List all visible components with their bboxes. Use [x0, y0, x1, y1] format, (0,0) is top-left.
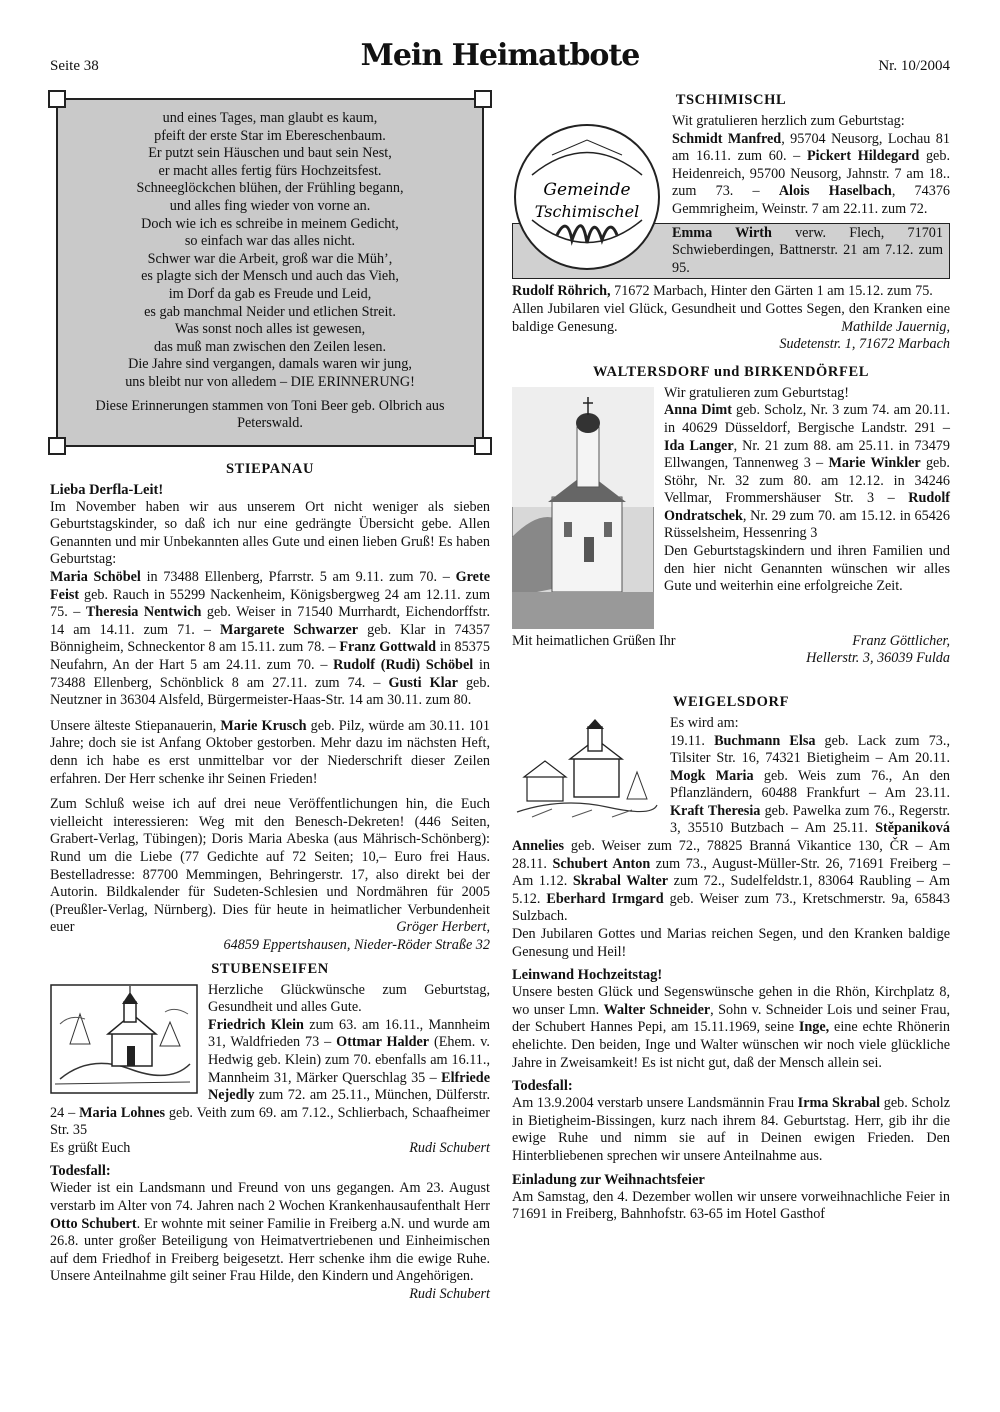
waltersdorf-signature: Hellerstr. 3, 36039 Fulda — [806, 650, 950, 667]
section-heading-waltersdorf: WALTERSDORF und BIRKENDÖRFEL — [593, 363, 869, 380]
left-column — [50, 92, 490, 1304]
poem-line: Die Jahre sind vergangen, damals waren wir jung, — [128, 356, 412, 373]
tschimischl-wishes: Allen Jubilaren viel Glück, Gesundheit und Gottes Segen, den Kranken eine baldige Genesung. Mathilde Jauernig, — [512, 300, 950, 335]
person-name: Franz Gottwald — [339, 639, 437, 656]
person-details: in 85375 Neufahrn, An der Hart 5 am 24.11. zum 70. – — [50, 639, 490, 674]
corner-ornament — [474, 437, 492, 455]
poem-line: Was sonst noch alles ist gewesen, — [174, 321, 366, 338]
stiepanau-birthdays — [50, 569, 490, 710]
church-drawing — [50, 984, 198, 1094]
poem-line: Er putzt sein Häuschen und baut sein Nest, — [148, 145, 392, 162]
person-details: geb. Weiser zum 72., 78825 Branná Vikantice 130, ČR – Am 28.11. — [512, 838, 950, 872]
person-name: Stěpaniková Annelies — [512, 820, 950, 855]
person-details: 19.11. — [670, 732, 715, 749]
stiepanau-intro: Im November haben wir aus unserem Ort nicht weniger als sieben Geburtstagskinder, so daß ich nur eine gedrängte Übersicht gebe. Allen Genannten und mir Unbekannten alles Gute und einen lieben Gruß! Es haben Geburtstag: — [50, 498, 490, 568]
person-details: , 74376 Gemmrigheim, Weinstr. 7 am 22.11. zum 72. — [672, 183, 951, 217]
emblem-text-tschimischel: Tschimischel — [534, 202, 640, 221]
section-heading-tschimischl: TSCHIMISCHL — [675, 92, 787, 108]
poem-line: Schwer war die Arbeit, groß war die Müh’, — [147, 250, 393, 267]
person-name: Skrabal Walter — [572, 873, 669, 890]
gemeinde-emblem — [512, 115, 662, 275]
einladung-heading: Einladung zur Weihnachtsfeier — [512, 1171, 705, 1188]
person-name: Grete Feist — [50, 569, 490, 603]
person-details: , Nr. 29 zum 70. am 15.12. in 65426 Rüsselsheim, Hessenring 3 — [664, 507, 950, 542]
person-name: Pickert Hildegard — [806, 148, 920, 165]
person-name: Rudolf (Rudi) Schöbel — [333, 657, 474, 674]
poem-box — [56, 98, 484, 447]
person-details: geb. Weis zum 76., An den Pflanzländern, 60488 Frankfurt – Am 23.11. — [670, 767, 950, 802]
person-name: Mogk Maria — [670, 767, 754, 784]
person-name: Theresia Nentwich — [85, 604, 202, 621]
person-name: Ottmar Halder — [336, 1034, 430, 1051]
weigelsdorf-block — [512, 715, 950, 926]
leinwand-text: Unsere besten Glück und Segenswünsche gehen in die Rhön, Kirchplatz 8, wo unser Lmn. Walter Schneider, Sohn v. Schneider Lois und seiner Frau, der Schubert Hannes Pepi, am 15.11.1969, seine Inge, eine echte Rhönerin ehelichte. Den beiden, Inge und Walter wünschen wir noch viele glückliche Jahre in Zweisamkeit! Es ist nicht gut, daß der Mensch allein sei. — [512, 984, 950, 1071]
poem-line: es plagte sich der Mensch und auch das Vieh, — [141, 268, 399, 285]
person-details: in 73488 Ellenberg, Pfarrstr. 5 am 9.11. zum 70. – — [140, 569, 456, 586]
person-details: geb. Neutzner in 36304 Alsfeld, Bürgermeister-Haas-Str. 14 am 30.11. zum 80. — [50, 674, 490, 709]
issue-number: Nr. 10/2004 — [878, 58, 950, 74]
poem-line: pfeift der erste Star im Ebereschenbaum. — [154, 127, 386, 144]
person-details: geb. Rauch in 55299 Nackenheim, Königsbergweg 24 am 12.11. zum 75. – — [50, 586, 490, 621]
todesfall-heading-right: Todesfall: — [512, 1078, 573, 1095]
waltersdorf-intro: Wir gratulieren zum Geburtstag! — [664, 384, 849, 401]
tschimischl-rudolf: Rudolf Röhrich, 71672 Marbach, Hinter den Gärten 1 am 15.12. zum 75. — [512, 283, 933, 300]
poem-line: und alles fing wieder von vorne an. — [169, 197, 371, 214]
person-details: geb. Weiser zum 73., Kretschmerstr. 9a, 65843 Sulzbach. — [512, 890, 950, 925]
person-details: , Nr. 21 zum 88. am 25.11. in 73479 Ellwangen, Tannenweg 3 – — [664, 437, 950, 472]
poem-line: es gab manchmal Neider und etlichen Streit. — [144, 303, 396, 320]
einladung-text: Am Samstag, den 4. Dezember wollen wir unsere vorweihnachliche Feier in 71691 in Freiberg, Bahnhofstr. 63-65 im Hotel Gasthof — [512, 1188, 950, 1223]
person-name: Schubert Anton — [552, 855, 651, 872]
person-name: Buchmann Elsa — [714, 732, 816, 749]
section-heading-stiepanau: STIEPANAU — [225, 460, 315, 477]
person-name: Maria Lohnes — [79, 1104, 166, 1121]
section-heading-weigelsdorf: WEIGELSDORF — [672, 693, 790, 710]
poem-line: so einfach war das alles nicht. — [184, 233, 356, 250]
poem-line: Schneeglöckchen blühen, der Frühling begann, — [136, 180, 404, 197]
todesfall-text-right: Am 13.9.2004 verstarb unsere Landsmännin Frau Irma Skrabal geb. Scholz in Bietigheim-Bissingen, kurz nach ihrem 84. Geburtstag. Herr, gib ihr die ewige Ruhe und nimm sie auf in Deinen ewigen Frieden. Den Hinterbliebenen sprechen wir unsere Anteilnahme aus. — [512, 1095, 950, 1164]
person-name: Marie Winkler — [828, 455, 921, 472]
person-details: geb. Weiser in 71540 Murrhardt, Eichendorffstr. 14 am 14.11. zum 71. – — [50, 604, 491, 638]
leinwand-heading: Leinwand Hochzeitstag! — [512, 967, 663, 984]
tschimischl-block — [512, 113, 950, 283]
stubenseifen-intro: Herzliche Glückwünsche zum Geburtstag, Gesundheit und alles Gute. — [208, 981, 490, 1016]
publication-title: Mein Heimatbote — [360, 38, 640, 73]
person-details: geb. Lack zum 73., Tilsiter Str. 16, 74321 Bietigheim – Am 20.11. — [670, 732, 950, 767]
stiepanau-publications: Zum Schluß weise ich auf drei neue Veröffentlichungen hin, die Euch vielleicht interessieren: Weg mit den Benesch-Dekreten! (446 Seiten, Grabert-Verlag, Tübingen); Doris Maria Abeska (aus Mährisch-Schönberg): Rund um die Liebe (77 Gedichte auf 72 Seiten; 10,– Euro frei Haus. Bestelladresse: 87700 Memmingen, Behringerstr. 17, also direkt bei der Autorin. Bildkalender für Sudeten-Schlesien und Nordmähren für 2005 (Preußler-Verlag, Nürnberg). Dies für heute in heimatlicher Verbundenheit euer Gröger Herbert, — [50, 796, 490, 936]
stiepanau-oldest: Unsere älteste Stiepanauerin, Marie Krusch geb. Pilz, würde am 30.11. 101 Jahre; doch sie ist Anfang Oktober gestorben. Mehr dazu im nächsten Heft, denn ich habe es erst unmittelbar vor der Niederschrift dieser Zeilen erfahren. Der Herr schenke ihr Seinen Frieden! — [50, 717, 490, 787]
person-details: in 73488 Ellenberg, Schönblick 8 am 27.11. zum 74. – — [50, 657, 490, 691]
person-details: geb. Veith zum 69. am 7.12., Schlierbach, Schaafheimer Str. 35 — [50, 1104, 490, 1139]
church-photo — [512, 387, 654, 629]
person-name: Elfriede Nejedly — [208, 1069, 490, 1104]
person-details: geb. Scholz, Nr. 3 zum 74. am 20.11. in 40629 Düsseldorf, Bergische Landstr. 291 – — [664, 402, 950, 436]
person-details: , 95704 Neusorg, Lochau 81 am 16.11. zum 60. – — [672, 130, 950, 165]
greeting: Lieba Derfla-Leit! — [50, 481, 164, 498]
highlight-box-emma-wirth: Emma Wirth verw. Flech, 71701 Schwieberdingen, Battnerstr. 21 am 7.12. zum 95. — [512, 223, 950, 280]
person-name: Friedrich Klein — [208, 1016, 304, 1033]
person-name: Kraft Theresia — [670, 802, 761, 819]
tschimischl-signature: Sudetenstr. 1, 71672 Marbach — [779, 336, 950, 353]
poem-line: Doch wie ich es schreibe in meinem Gedicht, — [141, 215, 399, 232]
waltersdorf-wishes: Den Geburtstagskindern und ihren Familien und den hier nicht Genannten wünschen wir alles Gute und weiterhin eine erfolgreiche Zeit. — [664, 543, 950, 595]
corner-ornament — [48, 437, 66, 455]
person-details: zum 73., August-Müller-Str. 26, 71691 Freiberg – Am 1.12. — [512, 855, 950, 890]
poem-line: im Dorf da gab es Freude und Leid, — [168, 285, 372, 302]
person-details: (Ehem. v. Hedwig geb. Klein) zum 70. ebenfalls am 16.11., Mannheim 31, Märker Querschlag 35 – — [208, 1034, 490, 1086]
village-church-drawing — [512, 717, 660, 822]
person-details: geb. Klar in 74357 Bönnigheim, Schneckentor 8 am 15.11. zum 78. – — [50, 621, 491, 656]
weigelsdorf-intro: Es wird am: — [670, 714, 739, 731]
person-details: zum 63. am 16.11., Mannheim 31, Waldfrieden 73 – — [208, 1016, 490, 1051]
person-details: zum 72., Sudelfeldstr.1, 83064 Raubling – Am 5.12. — [512, 873, 950, 907]
poem-line: uns bleibt nur von alledem – DIE ERINNERUNG! — [125, 373, 415, 390]
stubenseifen-block — [50, 982, 490, 1158]
weigelsdorf-wishes: Den Jubilaren Gottes und Marias reichen Segen, und den Kranken baldige Genesung und Heil! — [512, 926, 950, 960]
waltersdorf-block — [512, 385, 950, 633]
person-name: Ida Langer — [664, 437, 734, 454]
poem-note: Diese Erinnerungen stammen von Toni Beer geb. Olbrich aus Peterswald. — [95, 397, 445, 432]
todesfall-heading-left: Todesfall: — [50, 1163, 111, 1180]
person-details: geb. Pawelka zum 76., Regerstr. 3, 35510 Butzbach – Am 25.11. — [670, 802, 950, 837]
person-name: Margarete Schwarzer — [220, 621, 359, 638]
person-details: geb. Stöhr, Nr. 32 zum 80. am 12.12. in 34246 Vellmar, Frommershäuser Str. 3 – — [664, 455, 950, 507]
tschimischl-intro: Wit gratulieren herzlich zum Geburtstag: — [672, 113, 905, 129]
waltersdorf-closing: Mit heimatlichen Grüßen Ihr Franz Göttlicher, — [512, 632, 950, 649]
poem-line: und eines Tages, man glaubt es kaum, — [162, 110, 378, 126]
poem-line: das muß man zwischen den Zeilen lesen. — [153, 338, 387, 355]
right-column — [512, 92, 950, 1224]
page-number: Seite 38 — [50, 58, 99, 74]
person-details: zum 72. am 25.11., München, Dülferstr. 24 – — [50, 1087, 490, 1121]
stiepanau-signature: 64859 Eppertshausen, Nieder-Röder Straße 32 — [223, 936, 490, 953]
poem-lines — [72, 110, 468, 392]
corner-ornament — [474, 90, 492, 108]
person-name: Alois Haselbach — [778, 183, 892, 200]
todesfall-text-left: Wieder ist ein Landsmann und Freund von uns gegangen. Am 23. August verstarb im Alter von 74. Jahren nach 2 Wochen Krankenhausaufenthalt Herr Otto Schubert. Er wohnte mit seiner Familie in Freiberg a.N. und wurde am 26.8. unter großer Beteiligung von Heimatvertriebenen und Einheimischen auf dem Friedhof in Freiberg beigesetzt. Herr schenke ihm die ewige Ruhe. Unsere Anteilnahme gilt seiner Frau Hilde, den Kindern und Angehörigen. Rudi Schubert — [50, 1180, 490, 1303]
person-name: Rudolf Ondratschek — [664, 490, 950, 524]
person-name: Gusti Klar — [388, 674, 458, 691]
section-heading-stubenseifen: STUBENSEIFEN — [211, 960, 329, 977]
person-name: Maria Schöbel — [50, 569, 141, 586]
person-details: geb. Heidenreich, 95700 Neusorg, Jahnstr. 7 am 18.. zum 73. – — [672, 148, 950, 200]
person-name: Eberhard Irmgard — [546, 890, 664, 907]
corner-ornament — [48, 90, 66, 108]
poem-line: er macht alles fertig fürs Hochzeitsfest. — [158, 162, 382, 179]
person-name: Anna Dimt — [664, 402, 732, 419]
emblem-text-gemeinde: Gemeinde — [543, 180, 631, 200]
person-name: Schmidt Manfred — [672, 130, 782, 147]
stubenseifen-closing: Es grüßt Euch Rudi Schubert — [50, 1139, 490, 1156]
